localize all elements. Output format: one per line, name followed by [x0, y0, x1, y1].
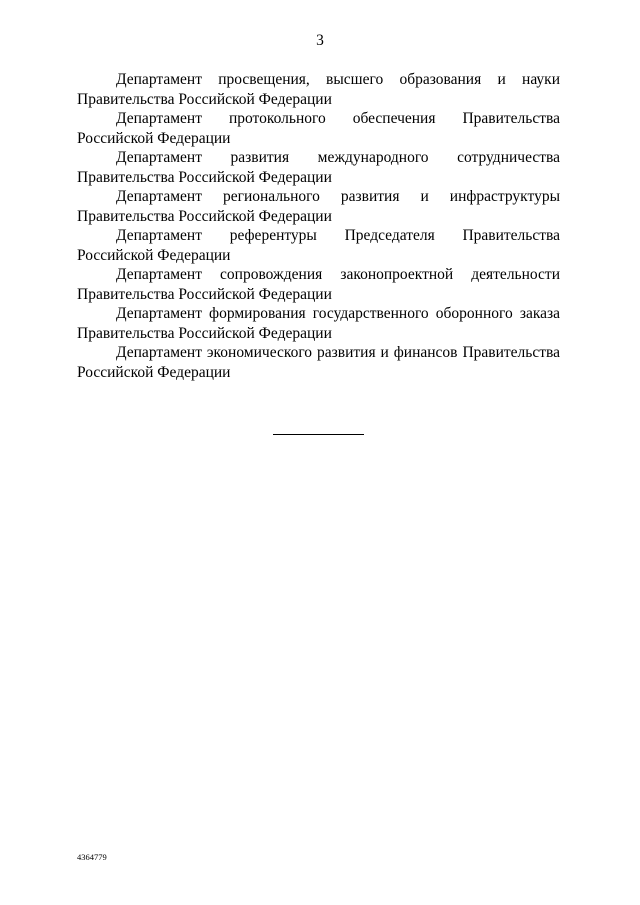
- document-code: 4364779: [77, 852, 107, 862]
- department-entry: Департамент развития международного сотрудничества Правительства Российской Федерации: [77, 149, 560, 186]
- end-separator-line: [273, 434, 364, 435]
- department-entry: Департамент экономического развития и финансов Правительства Российской Федерации: [77, 344, 560, 381]
- department-entry: Департамент протокольного обеспечения Правительства Российской Федерации: [77, 110, 560, 147]
- department-entry: Департамент сопровождения законопроектной деятельности Правительства Российской Федерации: [77, 266, 560, 303]
- department-entry: Департамент регионального развития и инфраструктуры Правительства Российской Федерации: [77, 188, 560, 225]
- page-number: 3: [316, 32, 324, 49]
- department-list: [77, 70, 560, 382]
- department-entry: Департамент просвещения, высшего образования и науки Правительства Российской Федерации: [77, 71, 560, 108]
- department-entry: Департамент формирования государственного оборонного заказа Правительства Российской Федерации: [77, 305, 560, 342]
- department-entry: Департамент референтуры Председателя Правительства Российской Федерации: [77, 227, 560, 264]
